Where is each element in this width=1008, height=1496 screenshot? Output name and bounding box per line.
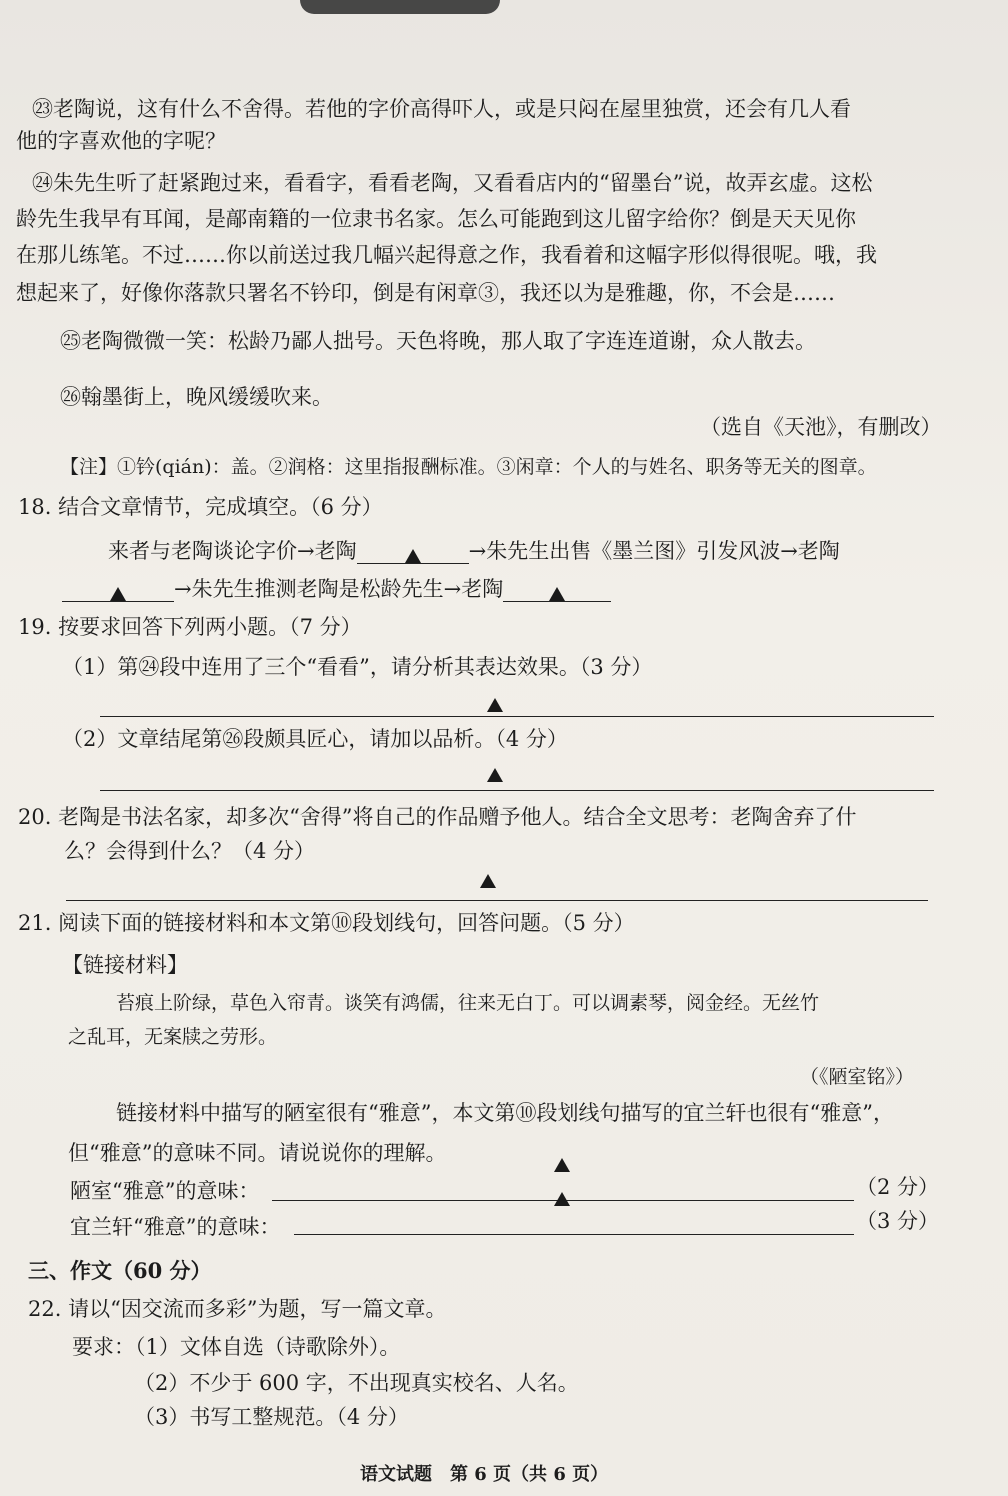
- paragraph-24-line1: ㉔朱先生听了赶紧跑过来，看看字，看看老陶，又看看店内的“留墨台”说，故弄玄虚。这松: [32, 171, 873, 195]
- q21-answer-b-line[interactable]: [294, 1234, 854, 1235]
- q18-blank-3[interactable]: [503, 579, 611, 602]
- paragraph-23: ㉓老陶说，这有什么不舍得。若他的字价高得吓人，或是只闷在屋里独赏，还会有几人看: [32, 97, 851, 121]
- q21-title: 21. 阅读下面的链接材料和本文第⑩段划线句，回答问题。（5 分）: [18, 911, 635, 935]
- q18-blank-2[interactable]: [62, 579, 174, 602]
- answer-triangle-icon: [554, 1158, 570, 1172]
- paragraph-23-cont: 他的字喜欢他的字呢？: [16, 129, 226, 153]
- q22-req2: （2）不少于 600 字，不出现真实校名、人名。: [134, 1371, 579, 1395]
- q19-answer-line-1[interactable]: [100, 716, 934, 717]
- answer-triangle-icon: [549, 587, 565, 601]
- q19-answer-line-2[interactable]: [100, 790, 934, 791]
- paragraph-24-line2: 龄先生我早有耳闻，是鄗南籍的一位隶书名家。怎么可能跑到这儿留字给你？倒是天天见你: [16, 207, 856, 231]
- answer-triangle-icon: [487, 698, 503, 712]
- q20-line1: 20. 老陶是书法名家，却多次“舍得”将自己的作品赠予他人。结合全文思考：老陶舍弃了什: [18, 805, 857, 829]
- q18-blank-1[interactable]: [357, 541, 469, 564]
- paragraph-25: ㉕老陶微微一笑：松龄乃鄙人拙号。天色将晚，那人取了字连连道谢，众人散去。: [60, 329, 816, 353]
- q21-answer-a-score: （2 分）: [856, 1175, 940, 1199]
- q21-ask-line1: 链接材料中描写的陋室很有“雅意”，本文第⑩段划线句描写的宜兰轩也很有“雅意”，: [116, 1101, 894, 1125]
- answer-triangle-icon: [480, 874, 496, 888]
- answer-triangle-icon: [405, 549, 421, 563]
- q21-answer-b-score: （3 分）: [856, 1209, 940, 1233]
- q18-line2-mid: →朱先生推测老陶是松龄先生→老陶: [174, 577, 504, 601]
- q21-answer-b-label: 宜兰轩“雅意”的意味：: [70, 1215, 281, 1239]
- paragraph-26: ㉖翰墨街上，晚风缓缓吹来。: [60, 385, 333, 409]
- answer-triangle-icon: [110, 587, 126, 601]
- q19-sub1: （1）第㉔段中连用了三个“看看”，请分析其表达效果。（3 分）: [62, 655, 653, 679]
- paragraph-24-line4: 想起来了，好像你落款只署名不钤印，倒是有闲章③，我还以为是雅趣，你，不会是……: [16, 281, 835, 305]
- paragraph-24-line3: 在那儿练笔。不过……你以前送过我几幅兴起得意之作，我看着和这幅字形似得很呢。哦，我: [16, 243, 877, 267]
- page-top-shadow: [300, 0, 500, 14]
- q22-prompt: 22. 请以“因交流而多彩”为题，写一篇文章。: [28, 1297, 447, 1321]
- q21-ask-line2: 但“雅意”的意味不同。请说说你的理解。: [68, 1141, 447, 1165]
- q21-link-line2: 之乱耳，无案牍之劳形。: [68, 1026, 278, 1048]
- story-source: （选自《天池》，有删改）: [700, 415, 942, 439]
- q18-line2: [62, 576, 611, 602]
- page-footer: 语文试题 第 6 页（共 6 页）: [360, 1464, 609, 1485]
- q19-title: 19. 按要求回答下列两小题。（7 分）: [18, 615, 362, 639]
- q22-req1: 要求：（1）文体自选（诗歌除外）。: [72, 1335, 401, 1359]
- q21-link-source: （《陋室铭》）: [800, 1066, 915, 1088]
- answer-triangle-icon: [487, 768, 503, 782]
- q19-sub2: （2）文章结尾第㉖段颇具匠心，请加以品析。（4 分）: [62, 727, 568, 751]
- q21-link-header: 【链接材料】: [62, 953, 188, 977]
- q20-answer-line[interactable]: [66, 900, 928, 901]
- q21-link-line1: 苔痕上阶绿，草色入帘青。谈笑有鸿儒，往来无白丁。可以调素琴，阅金经。无丝竹: [116, 992, 820, 1014]
- story-notes: 【注】①钤(qián)：盖。②润格：这里指报酬标准。③闲章：个人的与姓名、职务等无关的图章。: [60, 456, 877, 478]
- q22-req3: （3）书写工整规范。（4 分）: [134, 1405, 409, 1429]
- q20-line2: 么？会得到什么？（4 分）: [64, 839, 316, 863]
- q21-answer-a-label: 陋室“雅意”的意味：: [70, 1179, 260, 1203]
- q18-line1-start: 来者与老陶谈论字价→老陶: [108, 539, 357, 563]
- q18-title: 18. 结合文章情节，完成填空。（6 分）: [18, 495, 383, 519]
- section3-title: 三、作文（60 分）: [28, 1258, 212, 1283]
- answer-triangle-icon: [554, 1192, 570, 1206]
- q18-line1: [108, 538, 840, 564]
- q18-line1-end: →朱先生出售《墨兰图》引发风波→老陶: [468, 539, 840, 563]
